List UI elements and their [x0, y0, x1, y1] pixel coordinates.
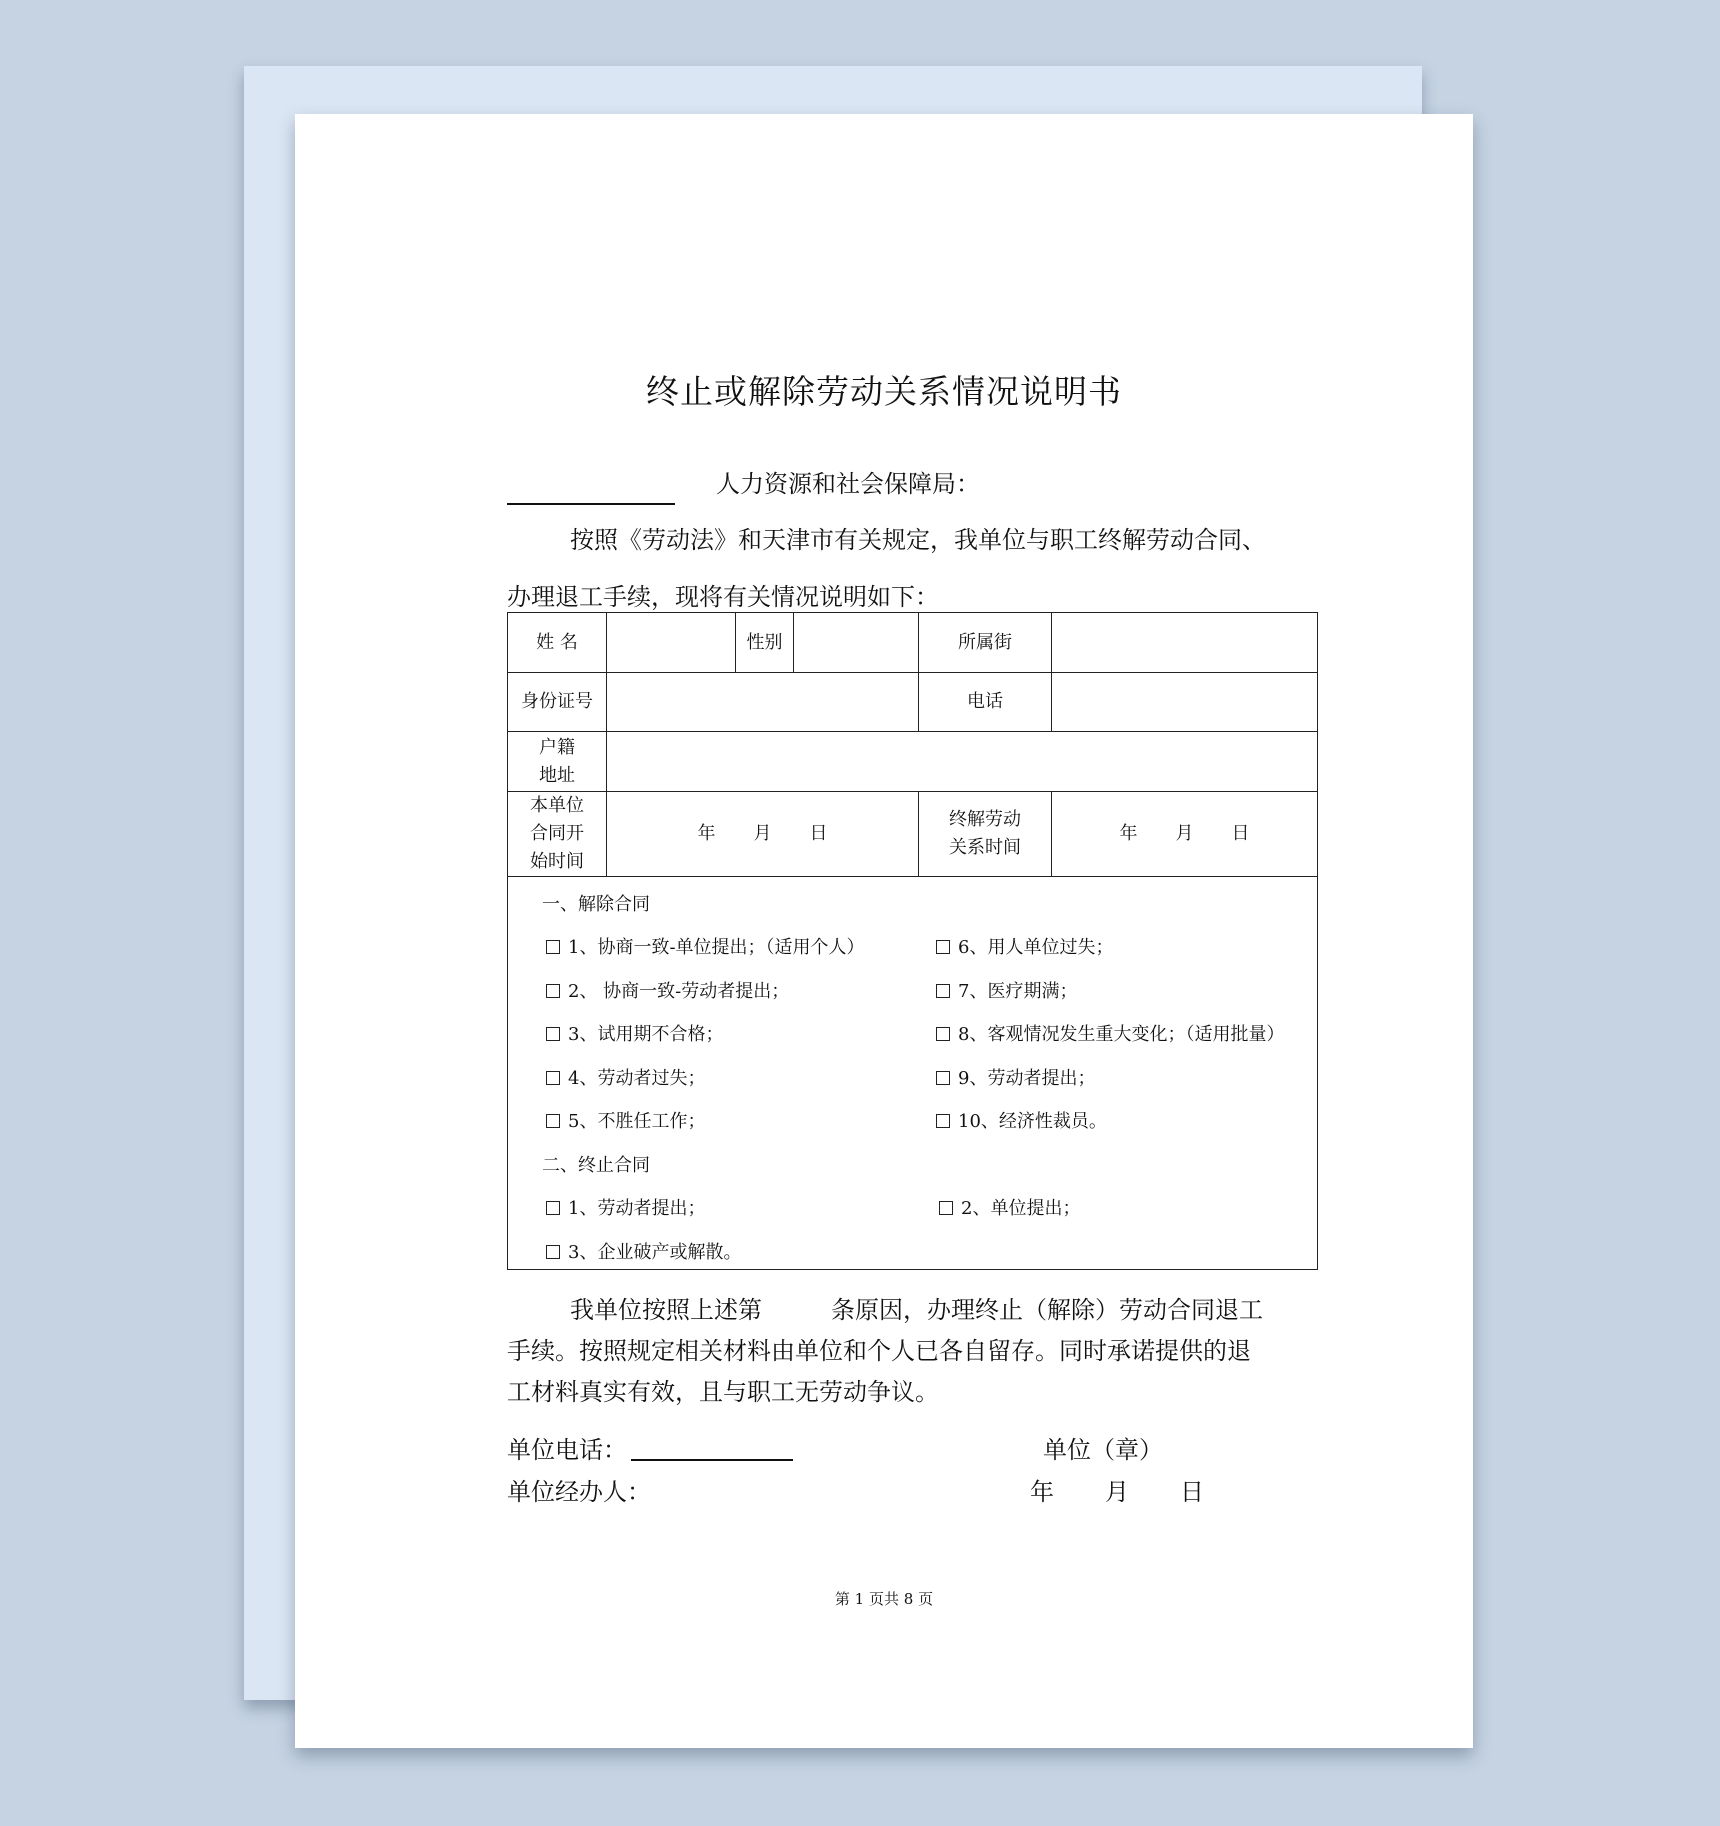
option-terminate-8[interactable]: [936, 1021, 1284, 1049]
closing-line-1a: 我单位按照上述第: [570, 1296, 762, 1324]
option-label: 1、劳动者提出；: [568, 1198, 706, 1219]
start-date-label: [508, 792, 607, 877]
hukou-label-line-2: 地址: [539, 764, 575, 786]
checkbox[interactable]: [546, 940, 560, 954]
hukou-label: [508, 732, 607, 792]
checkbox[interactable]: [936, 940, 950, 954]
option-label: 9、劳动者提出；: [958, 1068, 1096, 1089]
intro-line-1: 按照《劳动法》和天津市有关规定，我单位与职工终解劳动合同、: [570, 526, 1266, 554]
end-label-line-2: 关系时间: [949, 837, 1021, 858]
sign-day: 日: [1180, 1478, 1204, 1506]
id-label: 身份证号: [508, 673, 607, 732]
reasons-cell: [508, 877, 1318, 1270]
option-label: 7、医疗期满；: [958, 981, 1078, 1002]
option-label: 2、单位提出；: [961, 1198, 1081, 1219]
option-terminate-5[interactable]: [546, 1108, 705, 1136]
unit-phone-blank[interactable]: [631, 1459, 793, 1461]
document-page: [295, 114, 1473, 1748]
option-terminate-10[interactable]: [936, 1108, 1107, 1136]
checkbox[interactable]: [936, 1027, 950, 1041]
closing-line-3: 工材料真实有效，且与职工无劳动争议。: [507, 1378, 939, 1406]
option-terminate-3[interactable]: [546, 1021, 723, 1049]
phone-field[interactable]: [1052, 673, 1318, 732]
name-label: 姓 名: [508, 613, 607, 673]
end-date-field[interactable]: [1052, 792, 1318, 877]
option-end-1[interactable]: [546, 1195, 705, 1223]
end-date-label: [919, 792, 1052, 877]
checkbox[interactable]: [546, 1245, 560, 1259]
section-2-heading: 二、终止合同: [542, 1155, 650, 1176]
checkbox[interactable]: [936, 1114, 950, 1128]
option-label: 3、企业破产或解散。: [568, 1242, 742, 1263]
end-day: 日: [1231, 823, 1250, 844]
checkbox[interactable]: [546, 984, 560, 998]
option-end-3[interactable]: [546, 1239, 741, 1267]
option-label: 4、劳动者过失；: [568, 1068, 706, 1089]
checkbox[interactable]: [939, 1201, 953, 1215]
unit-handler-label: 单位经办人：: [507, 1478, 651, 1506]
start-day: 日: [809, 823, 828, 844]
hukou-field[interactable]: [607, 732, 1318, 792]
option-label: 5、不胜任工作；: [568, 1111, 706, 1132]
option-terminate-7[interactable]: [936, 978, 1077, 1006]
option-label: 10、经济性裁员。: [958, 1111, 1107, 1132]
checkbox[interactable]: [546, 1071, 560, 1085]
checkbox[interactable]: [546, 1114, 560, 1128]
section-1-heading: 一、解除合同: [542, 894, 650, 915]
option-terminate-9[interactable]: [936, 1065, 1095, 1093]
name-field[interactable]: [607, 613, 736, 673]
sign-month: 月: [1105, 1478, 1129, 1506]
street-field[interactable]: [1052, 613, 1318, 673]
id-field[interactable]: [607, 673, 919, 732]
closing-line-2: 手续。按照规定相关材料由单位和个人已各自留存。同时承诺提供的退: [507, 1337, 1251, 1365]
addressee-blank[interactable]: [507, 503, 675, 505]
page-number: 第 1 页共 8 页: [834, 1590, 934, 1608]
start-label-line-1: 本单位: [530, 795, 584, 816]
unit-phone-label: 单位电话：: [507, 1436, 627, 1464]
gender-label: 性别: [736, 613, 794, 673]
option-label: 2、 协商一致-劳动者提出；: [568, 981, 790, 1002]
hukou-label-line-1: 户籍: [539, 736, 575, 758]
closing-line-1b: 条原因，办理终止（解除）劳动合同退工: [831, 1296, 1263, 1324]
end-year: 年: [1119, 823, 1138, 844]
start-month: 月: [753, 823, 772, 844]
option-terminate-1[interactable]: [546, 934, 865, 962]
sign-year: 年: [1030, 1478, 1054, 1506]
option-terminate-2[interactable]: [546, 978, 789, 1006]
option-label: 1、协商一致-单位提出；（适用个人）: [568, 937, 865, 958]
start-date-field[interactable]: [607, 792, 919, 877]
checkbox[interactable]: [936, 984, 950, 998]
document-title: 终止或解除劳动关系情况说明书: [646, 372, 1122, 411]
start-label-line-3: 始时间: [530, 851, 584, 872]
start-label-line-2: 合同开: [530, 823, 584, 844]
start-year: 年: [697, 823, 716, 844]
option-label: 3、试用期不合格；: [568, 1024, 724, 1045]
street-label: 所属街: [919, 613, 1052, 673]
end-label-line-1: 终解劳动: [949, 809, 1021, 830]
addressee-suffix: 人力资源和社会保障局：: [716, 470, 980, 498]
option-terminate-6[interactable]: [936, 934, 1113, 962]
info-form-table: [507, 612, 1318, 1270]
checkbox[interactable]: [936, 1071, 950, 1085]
gender-field[interactable]: [794, 613, 919, 673]
intro-line-2: 办理退工手续，现将有关情况说明如下：: [507, 583, 939, 611]
end-month: 月: [1175, 823, 1194, 844]
option-label: 8、客观情况发生重大变化；（适用批量）: [958, 1024, 1285, 1045]
checkbox[interactable]: [546, 1201, 560, 1215]
option-label: 6、用人单位过失；: [958, 937, 1114, 958]
option-terminate-4[interactable]: [546, 1065, 705, 1093]
unit-seal-label: 单位（章）: [1043, 1436, 1163, 1464]
option-end-2[interactable]: [939, 1195, 1080, 1223]
checkbox[interactable]: [546, 1027, 560, 1041]
phone-label: 电话: [919, 673, 1052, 732]
